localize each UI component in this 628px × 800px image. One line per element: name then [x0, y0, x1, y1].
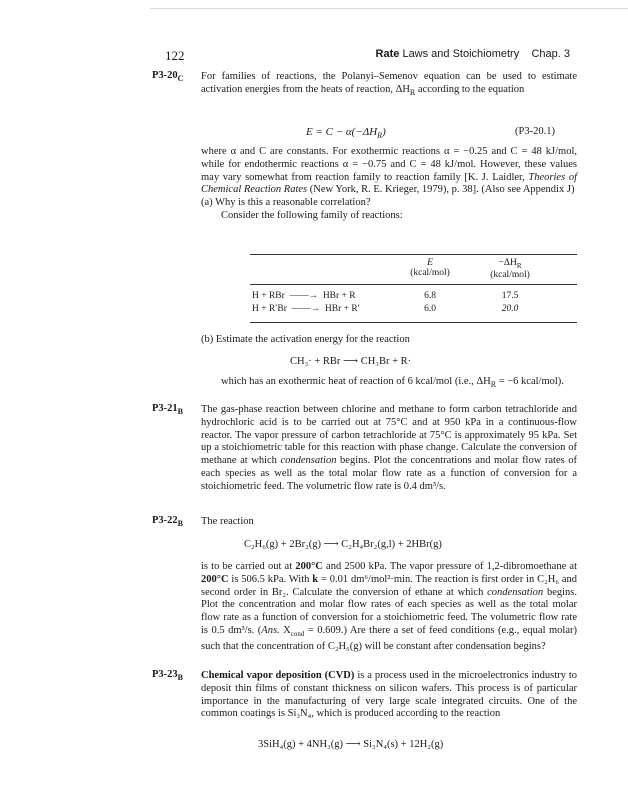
- problem-text-p3-20: For families of reactions, the Polanyi–Semenov equation can be used to estimate activation energies from the heats of reaction, $\Delta H_R$ according to the equation: [201, 71, 577, 97]
- equation-number: (P3-20.1): [515, 126, 555, 137]
- part-a: (a) Why is this a reasonable correlation?: [201, 197, 371, 209]
- problem-label-p3-21: $P3-21_B$: [152, 403, 184, 417]
- table-cell-e: 6.8: [424, 291, 436, 301]
- part-b: (b) Estimate the activation energy for the reaction: [201, 334, 410, 345]
- page-number: 122: [165, 48, 185, 63]
- reaction-b: CH₃· + RBr ⟶ CH₃Br + R·: [290, 356, 412, 367]
- polanyi-equation: $E = C - \alpha(-\Delta H_R)$: [306, 126, 386, 141]
- table-cell-h: 17.5: [501, 291, 519, 301]
- col-h-header: $-\Delta H_R$ (kcal/mol): [490, 258, 530, 280]
- chapter-label: Chap. 3: [531, 48, 570, 60]
- running-title-bold: Rate: [375, 48, 400, 60]
- top-rule: [150, 8, 628, 9]
- problem-label-p3-23: $P3-23_B$: [152, 669, 184, 683]
- table-mid-rule: [250, 284, 577, 285]
- col-e-header: E (kcal/mol): [410, 258, 450, 278]
- where-paragraph: where α and C are constants. For exothermic reactions α = −0.25 and C = 48 kJ/mol, while for endothermic reactions α = −0.75 and C = 48 kJ/mol. However, these values may vary somewhat from reaction family to reaction family [K. J. Laidler, Theories of Chemical Reaction Rates (New York, R. E. Krieger, 1979), p. 38]. (Also see Appendix J) (a) Why is this a reasonable correlation? Consider the following family of reactions:: [201, 146, 578, 221]
- table-top-rule: [250, 254, 577, 255]
- reaction-p3-22: C₂H₆(g) + 2Br₂(g) ⟶ C₂H₄Br₂(g,l) + 2HBr(g): [244, 539, 442, 550]
- part-a-sub: Consider the following family of reactions:: [221, 209, 403, 221]
- page-header: [165, 48, 570, 64]
- problem-text-p3-21: The gas-phase reaction between chlorine and methane to form carbon tetrachloride and hydrochloric acid is to be carried out at 75°C and at 950 kPa in a continuous-flow reactor. The vapor pressure of carbon tetrachloride at 75°C is approximately 95 kPa. Set up a stoichiometric table for this reaction with phase change. Calculate the conversion of methane at which condensation begins. Plot the concentrations and molar flow rates of each species as well as the total molar flow rate as a function of conversion for a stoichiometric feed. The volumetric flow rate is 0.4 dm³/s.: [201, 404, 577, 492]
- problem-text-p3-23: Chemical vapor deposition (CVD) is a process used in the microelectronics industry to deposit thin films of constant thickness on silicon wafers. This process is of particular importance in the manufacturing of very large scale integrated circuits. One of the common coatings is Si₃N₄, which is produced according to the reaction: [201, 670, 577, 720]
- table-row: H + RBr ——→ HBr + R: [252, 291, 356, 301]
- problem-text-p3-22: is to be carried out at 200°C and 2500 kPa. The vapor pressure of 1,2-dibromoethane at 200°C is 506.5 kPa. With k = 0.01 dm⁶/mol²·min. The reaction is first order in C₂H₆ and second order in Br₂. Calculate the conversion of ethane at which condensation begins. Plot the concentration and molar flow rates of each species as well as the total molar flow rate as a function of conversion for a stoichiometric feed. The volumetric flow rate is 0.5 dm³/s. (Ans. $X_{cond} = 0.609$.) Are there a set of feed conditions (e.g., equal molar) such that the concentration of C₂H₆(g) will be constant after condensation begins?: [201, 561, 578, 652]
- table-row: H + R′Br ——→ HBr + R′: [252, 304, 360, 314]
- problem-label-p3-20: $P3-20_C$: [152, 70, 184, 84]
- table-cell-h: 20.0: [501, 304, 519, 314]
- problem-intro-p3-22: The reaction: [201, 516, 254, 527]
- table-bottom-rule: [250, 322, 577, 323]
- table-cell-e: 6.0: [424, 304, 436, 314]
- problem-label-p3-22: $P3-22_B$: [152, 515, 184, 529]
- reaction-p3-23: 3SiH₄(g) + 4NH₃(g) ⟶ Si₃N₄(s) + 12H₂(g): [258, 739, 444, 750]
- running-title: [376, 48, 570, 60]
- running-title-rest: Laws and Stoichiometry: [399, 48, 520, 60]
- part-b-heat: which has an exothermic heat of reaction of 6 kcal/mol (i.e., $\Delta H_R = -6$ kcal/mol).: [221, 376, 564, 390]
